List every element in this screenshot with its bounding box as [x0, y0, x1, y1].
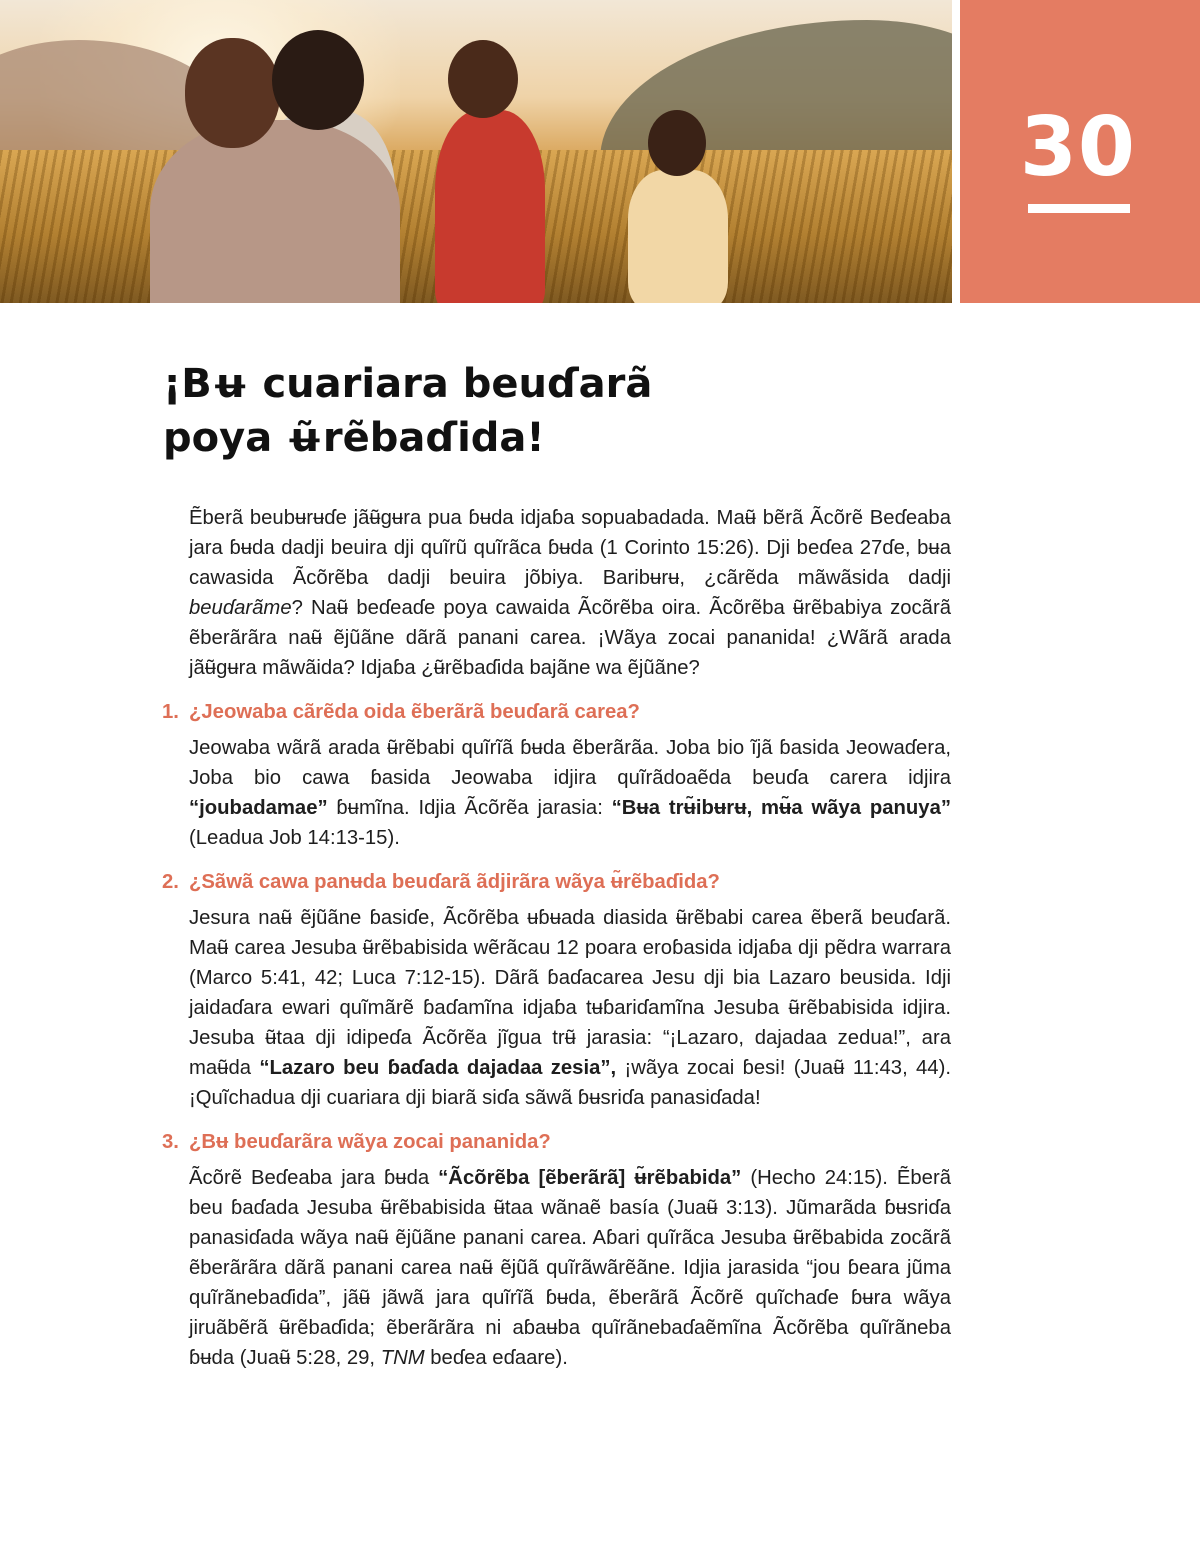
header-photo [0, 0, 952, 303]
answer-bold: “Ãcõrẽba [ẽberãrã] ʉ̃rẽbabida” [438, 1167, 742, 1189]
answer-bold: “Lazaro beu ɓaɗada dajadaa zesia”, [259, 1057, 617, 1079]
lesson-body [162, 503, 951, 1373]
intro-italic: beuɗarãme [189, 597, 292, 619]
answer-bold: “joubadamae” [189, 797, 328, 819]
answer-text: (Hecho 24:15). Ẽberã beu ɓaɗada Jesuba ʉ̃rẽbabisida ʉ̃taa wãnaẽ basía (Juaʉ̃ 3:13). Jũmarãda ɓʉsriɗa panasiɗada wãya naʉ̃ ẽjũãne panani carea. Aɓari quĩrãca Jesuba ʉ̃rẽbabida zocãrã ẽberãrãra dãrã panani carea naʉ̃ ẽjũã quĩrãwãrẽãne. Idjia jarasida “jou ɓeara jũma quĩrãnebaɗida”, jãʉ̃ jãwã jara quĩrĩã ɓʉda, ẽberãrã Ãcõrẽ quĩchaɗe ɓʉra wãya jiruãbẽrã ʉ̃rẽbaɗida; ẽberãrãra ni aɓaʉba quĩrãnebaɗaẽmĩna Ãcõrẽba quĩrãneba ɓʉda (Juaʉ̃ 5:28, 29, [189, 1167, 951, 1369]
answer-1 [189, 733, 951, 853]
girl-figure [628, 170, 728, 303]
answer-text: ¡wãya zocai ɓesi! (Juaʉ̃ 11:43, 44). ¡Quĩchadua dji cuariara dji biarã siɗa sãwã ɓʉsriɗa panasiɗada! [189, 1057, 951, 1109]
child-head [272, 30, 364, 130]
question-1 [162, 697, 951, 727]
answer-italic: TNM [380, 1347, 425, 1369]
chapter-badge [960, 0, 1200, 303]
title-line-2: poya ʉ̃rẽbaɗida! [163, 415, 545, 461]
mother-figure [435, 110, 545, 303]
chapter-underline [1028, 204, 1130, 213]
question-number: 3. [162, 1131, 179, 1153]
answer-3 [189, 1163, 951, 1373]
question-text: ¿Sãwã cawa panʉda beuɗarã ãdjirãra wãya ʉ̃rẽbaɗida? [189, 871, 720, 893]
answer-text: (Leadua Job 14:13-15). [189, 827, 400, 849]
answer-text: Jeowaba wãrã arada ʉ̃rẽbabi quĩrĩã ɓʉda ẽberãrãa. Joba bio ĩjã ɓasida Jeowaɗera, Joba bio cawa ɓasida Jeowaba idjira quĩrãdoaẽda beuɗa carera idjira [189, 737, 951, 789]
father-figure [150, 120, 400, 303]
answer-text: beɗea eɗaare). [424, 1347, 568, 1369]
question-3 [162, 1127, 951, 1157]
lesson-title [163, 357, 963, 465]
father-head [185, 38, 280, 148]
title-line-1: ¡Bʉ cuariara beuɗarã [163, 361, 653, 407]
answer-text: Jesura naʉ̃ ẽjũãne ɓasiɗe, Ãcõrẽba ʉɓʉada diasida ʉ̃rẽbabi carea ẽberã beuɗarã. Maʉ̃ carea Jesuba ʉ̃rẽbabisida wẽrãcau 12 poara eroɓasida idjaɓa dji pẽdra warrara (Marco 5:41, 42; Luca 7:12-15). Dãrã ɓaɗacarea Jesu dji bia Lazaro beusida. Idji jaidaɗara ewari quĩmãrẽ ɓaɗamĩna idjaɓa tʉɓariɗamĩna Jesuba ʉ̃rẽbabisida idjira. Jesuba ʉ̃taa dji idipeɗa Ãcõrẽa jĩgua trʉ̃ jarasia: “¡Lazaro, dajadaa zedua!”, ara maʉ̃da [189, 907, 951, 1079]
answer-bold: “Bʉa trʉ̃ibʉrʉ, mʉ̃a wãya panuya” [611, 797, 951, 819]
girl-head [648, 110, 706, 176]
answer-text: Ãcõrẽ Beɗeaba jara ɓʉda [189, 1167, 439, 1189]
question-number: 2. [162, 871, 179, 893]
question-text: ¿Jeowaba cãrẽda oida ẽberãrã beuɗarã carea? [189, 701, 640, 723]
question-2 [162, 867, 951, 897]
intro-text: Ẽberã beubʉrʉɗe jãʉ̃gʉra pua ɓʉda idjaɓa sopuabadada. Maʉ̃ bẽrã Ãcõrẽ Beɗeaba jara ɓʉda dadji beuira dji quĩrũ quĩrãca ɓʉda (1 Corinto 15:26). Dji beɗea 27ɗe, bʉa cawasida Ãcõrẽba dadji beuira jõbiya. Baribʉrʉ, ¿cãrẽda mãwãsida dadji [189, 507, 951, 589]
intro-text-2: ? Naʉ̃ beɗeaɗe poya cawaida Ãcõrẽba oira. Ãcõrẽba ʉ̃rẽbabiya zocãrã ẽberãrãra naʉ̃ ẽjũãne dãrã panani carea. ¡Wãya zocai pananida! ¿Wãrã arada jãʉ̃gʉra mãwãida? Idjaɓa ¿ʉ̃rẽbaɗida bajãne wa ẽjũãne? [189, 597, 951, 679]
question-text: ¿Bʉ beuɗarãra wãya zocai pananida? [189, 1131, 551, 1153]
answer-text: ɓʉmĩna. Idjia Ãcõrẽa jarasia: [327, 797, 612, 819]
intro-paragraph [189, 503, 951, 683]
chapter-number: 30 [1019, 100, 1136, 195]
mother-head [448, 40, 518, 118]
question-number: 1. [162, 701, 179, 723]
answer-2 [189, 903, 951, 1113]
